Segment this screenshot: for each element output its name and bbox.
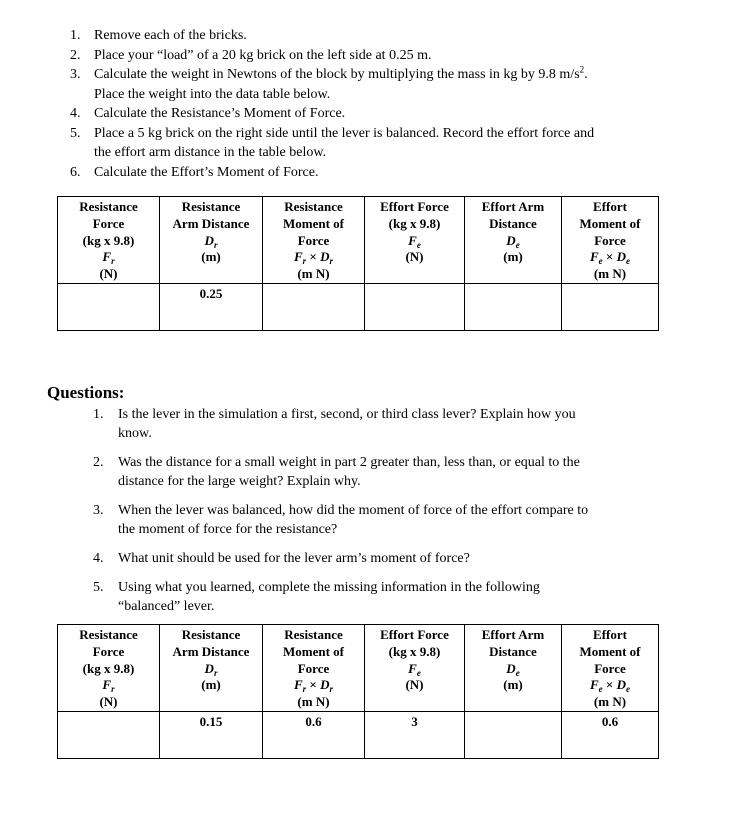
- data-table-2: [57, 624, 659, 759]
- header-line: Moment of: [282, 215, 344, 231]
- step-number: 3.: [70, 67, 81, 82]
- question-line: Using what you learned, complete the missing information in the following: [118, 580, 540, 595]
- header-operator: ×: [306, 677, 321, 693]
- header-effort-force: [365, 625, 465, 712]
- header-subscript: e: [416, 239, 421, 250]
- header-line: Effort Arm: [481, 199, 545, 214]
- header-resistance-moment: [263, 625, 365, 712]
- header-line: Force: [297, 660, 330, 676]
- header-subscript: e: [515, 239, 520, 250]
- header-effort-force: [365, 197, 465, 284]
- table-header-row: [58, 197, 659, 284]
- header-operator: ×: [306, 249, 321, 265]
- header-unit: (m): [503, 677, 523, 693]
- question-text: [118, 501, 668, 539]
- question-line: When the lever was balanced, how did the moment of force of the effort compare to: [118, 503, 589, 518]
- question-item: [93, 578, 668, 616]
- table-cell: 0.25: [160, 284, 263, 331]
- header-resistance-arm-distance: [160, 625, 263, 712]
- step-text: Remove each of the bricks.: [94, 28, 247, 43]
- step-text: Calculate the weight in Newtons of the block by multiplying the mass in kg by 9.8 m/s: [94, 67, 580, 82]
- step-item: [70, 104, 710, 124]
- header-resistance-force: [58, 197, 160, 284]
- header-effort-moment: [562, 625, 659, 712]
- header-line: Effort Arm: [481, 627, 545, 642]
- question-line: the moment of force for the resistance?: [118, 522, 338, 537]
- header-line: Moment of: [579, 643, 641, 659]
- header-effort-arm-distance: [465, 197, 562, 284]
- step-superscript: 2: [579, 64, 585, 75]
- question-line: Is the lever in the simulation a first, second, or third class lever? Explain how you: [118, 407, 576, 422]
- header-unit: (m): [201, 249, 221, 265]
- header-subscript: r: [329, 684, 333, 695]
- question-number: 2.: [93, 455, 104, 470]
- header-line: Resistance: [284, 627, 343, 642]
- header-symbol: F: [590, 677, 599, 693]
- questions-list: [93, 405, 668, 616]
- step-item: [70, 124, 710, 163]
- header-unit: (m N): [297, 694, 330, 710]
- header-line: Resistance: [79, 199, 138, 214]
- header-line: Force: [297, 232, 330, 248]
- question-item: [93, 405, 668, 443]
- header-symbol: F: [102, 249, 112, 265]
- header-symbol: F: [102, 677, 112, 693]
- step-item: [70, 163, 710, 183]
- question-number: 4.: [93, 551, 104, 566]
- header-line: Force: [594, 660, 626, 676]
- question-line: distance for the large weight? Explain why.: [118, 474, 361, 489]
- step-text: Place your “load” of a 20 kg brick on the left side at 0.25 m.: [94, 47, 432, 63]
- header-resistance-moment: [263, 197, 365, 284]
- header-line: Distance: [489, 643, 537, 659]
- table-row: [58, 712, 659, 759]
- table-cell: [562, 284, 659, 331]
- table-cell: [263, 284, 365, 331]
- header-operator: ×: [602, 249, 617, 265]
- header-unit: (m N): [593, 266, 627, 282]
- header-symbol: F: [590, 249, 599, 265]
- question-item: [93, 549, 668, 568]
- header-line: (kg x 9.8): [388, 643, 441, 659]
- question-number: 5.: [93, 580, 104, 595]
- question-text: [118, 453, 668, 491]
- question-line: “balanced” lever.: [118, 599, 215, 614]
- header-symbol: F: [408, 232, 417, 248]
- question-item: [93, 453, 668, 491]
- question-line: know.: [118, 426, 152, 441]
- header-symbol: D: [616, 249, 626, 265]
- header-unit: (m N): [297, 266, 330, 282]
- step-number: 4.: [70, 106, 81, 121]
- step-number: 6.: [70, 164, 81, 180]
- header-subscript: r: [111, 256, 115, 267]
- header-line: Distance: [489, 215, 537, 231]
- header-line: Force: [92, 643, 125, 659]
- header-line: (kg x 9.8): [388, 215, 441, 231]
- step-text-after: .: [584, 67, 588, 82]
- header-symbol: F: [293, 677, 303, 693]
- table-header-row: [58, 625, 659, 712]
- table-cell: [465, 712, 562, 759]
- question-text: [118, 578, 668, 616]
- header-subscript: r: [111, 684, 115, 695]
- header-subscript: e: [416, 667, 421, 678]
- header-line: Moment of: [579, 215, 641, 231]
- header-line: Resistance: [181, 627, 241, 642]
- header-effort-arm-distance: [465, 625, 562, 712]
- header-unit: (m): [503, 249, 523, 265]
- header-line: Resistance: [181, 199, 241, 214]
- table-cell: [365, 284, 465, 331]
- header-line: (kg x 9.8): [82, 232, 135, 248]
- header-line: Effort Force: [380, 627, 449, 642]
- step-item: [70, 65, 710, 104]
- header-symbol: D: [204, 660, 214, 676]
- header-unit: (m): [201, 677, 221, 693]
- header-line: Effort: [593, 627, 627, 642]
- header-unit: (N): [405, 677, 424, 693]
- header-subscript: r: [213, 667, 218, 678]
- header-subscript: e: [598, 684, 603, 695]
- header-symbol: F: [293, 249, 303, 265]
- step-text-line2: the effort arm distance in the table below.: [94, 145, 327, 160]
- step-text: Calculate the Effort’s Moment of Force.: [94, 164, 319, 180]
- header-unit: (N): [405, 249, 424, 265]
- step-text: Calculate the Resistance’s Moment of Force.: [94, 106, 346, 121]
- step-number: 2.: [70, 47, 81, 63]
- table-cell: [58, 284, 160, 331]
- step-text-line2: Place the weight into the data table below.: [94, 86, 331, 102]
- step-text-wrap: [94, 124, 710, 163]
- question-number: 1.: [93, 407, 104, 422]
- header-subscript: r: [302, 256, 307, 267]
- header-line: Arm Distance: [172, 643, 250, 659]
- header-resistance-force: [58, 625, 160, 712]
- step-text: Place a 5 kg brick on the right side until the lever is balanced. Record the effort force and: [94, 125, 595, 141]
- question-line: Was the distance for a small weight in part 2 greater than, less than, or equal to the: [118, 455, 580, 470]
- header-subscript: r: [302, 684, 307, 695]
- header-line: (kg x 9.8): [82, 660, 135, 676]
- table-cell: 3: [365, 712, 465, 759]
- header-line: Force: [594, 232, 626, 248]
- header-subscript: e: [625, 256, 630, 267]
- step-number: 1.: [70, 28, 81, 43]
- table-cell: [58, 712, 160, 759]
- header-line: Resistance: [79, 627, 138, 642]
- header-operator: ×: [602, 677, 617, 693]
- header-symbol: D: [506, 660, 516, 676]
- step-number: 5.: [70, 125, 81, 141]
- header-subscript: e: [515, 667, 520, 678]
- header-unit: (N): [99, 266, 118, 282]
- table-row: [58, 284, 659, 331]
- question-line: What unit should be used for the lever arm’s moment of force?: [118, 551, 470, 566]
- header-line: Force: [92, 215, 125, 231]
- header-symbol: D: [616, 677, 626, 693]
- header-symbol: F: [408, 660, 417, 676]
- table-cell: [465, 284, 562, 331]
- header-line: Effort Force: [380, 199, 449, 214]
- header-unit: (N): [99, 694, 118, 710]
- header-subscript: r: [213, 239, 218, 250]
- header-symbol: D: [506, 232, 516, 248]
- step-item: [70, 46, 710, 66]
- question-item: [93, 501, 668, 539]
- header-subscript: r: [329, 256, 333, 267]
- step-text-wrap: [94, 65, 710, 104]
- table-cell: 0.6: [263, 712, 365, 759]
- header-symbol: D: [320, 249, 330, 265]
- instruction-steps: [70, 26, 710, 182]
- header-symbol: D: [320, 677, 330, 693]
- header-line: Moment of: [282, 643, 344, 659]
- step-item: [70, 26, 710, 46]
- header-subscript: e: [598, 256, 603, 267]
- table-cell: 0.6: [562, 712, 659, 759]
- header-line: Effort: [593, 199, 627, 214]
- header-effort-moment: [562, 197, 659, 284]
- header-line: Arm Distance: [172, 215, 250, 231]
- header-resistance-arm-distance: [160, 197, 263, 284]
- header-subscript: e: [625, 684, 630, 695]
- header-line: Resistance: [284, 199, 343, 214]
- questions-heading: Questions:: [47, 383, 125, 402]
- table-cell: 0.15: [160, 712, 263, 759]
- header-symbol: D: [204, 232, 214, 248]
- data-table-1: [57, 196, 659, 331]
- question-number: 3.: [93, 503, 104, 518]
- question-text: [118, 405, 668, 443]
- header-unit: (m N): [593, 694, 627, 710]
